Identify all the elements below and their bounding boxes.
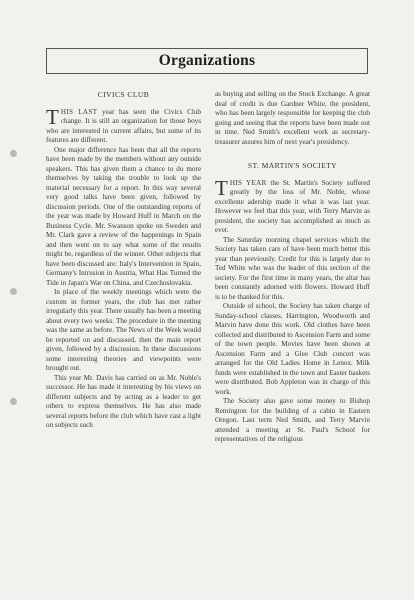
lead-in: HIS LAST xyxy=(60,107,98,116)
drop-cap: T xyxy=(215,175,228,200)
lead-in: HIS YEAR xyxy=(229,178,267,187)
paragraph: One major difference has been that all the reports have been made by the members without any outside speakers. This has given them a chance to do more themselves by taking the trouble to look up the material necessary for a report. In this way several very good talks have been given, followed by discussion periods. One of the outstanding reports of the year was made by Howard Huff in March on the Business Cycle. Mr. Swanson spoke on Sweden and Mr. Clark gave a review of the happenings in Spain and then went on to say what some of the results might be, regardless of the winner. Other subjects that have been discussed are: Italy's Intervention in Spain, Germany's Intrusion in Austria, What Has Turned the Tide in Japan's War on China, and Czechoslovakia. xyxy=(46,145,201,287)
binding-hole xyxy=(10,398,17,405)
binding-hole xyxy=(10,150,17,157)
paragraph: This year Mr. Davis has carried on as Mr. Noble's successor. He has made it interesting by his views on different subjects and by acting as a leader to get others to express themselves. He has also made several reports before the club which have cast a light on subjects such xyxy=(46,373,201,429)
paragraph: as buying and selling on the Stock Exchange. A great deal of credit is due Gardner White, the president, who has been largely responsible for keeping the club going and seeing that the reports have been made out in time. Ned Smith's excellent work as secretary-treasurer assures him of next year's presidency. xyxy=(215,90,370,146)
paragraph: In place of the weekly meetings which were the custom in former years, the club has met rather irregularly this year. There usually has been a meeting about every two weeks. The procedure in the meeting was the same as before. The News of the Week would be reported on and discussed, then the main report given, followed by a discussion. In these discussions some interesting theories and viewpoints were brought out. xyxy=(46,288,201,372)
paragraph: The Saturday morning chapel services which the Society has taken care of have been much better this year than previously. Credit for this is largely due to Ted White who was the leader of this section of the society. For the first time in many years, the altar has been constantly adorned with flowers. Howard Huff is to be thanked for this. xyxy=(215,235,370,301)
right-column xyxy=(215,90,370,445)
drop-cap: T xyxy=(46,104,59,129)
paragraph-text: year has seen the Civics Club change. It is still an organization for those boys who are interested in current affairs, but some of its features are different. xyxy=(46,107,201,144)
binding-hole xyxy=(10,288,17,295)
page-header xyxy=(46,48,368,74)
page-title: Organizations xyxy=(158,52,256,69)
section-title-civics-club: CIVICS CLUB xyxy=(97,90,150,99)
left-column xyxy=(46,90,201,431)
paragraph xyxy=(215,175,370,236)
paragraph: Outside of school, the Society has taken charge of Sunday-school classes. Harrington, Woodworth and Marvin have done this work. Old clothes have been collected and distributed to Ascension Farm and some of the town people. Movies have been shown at Ascension Farm and a Glee Club concert was arranged for the Old Ladies Home in Lenox. Milk funds were established in the town and Easter baskets were distributed. Bob Appleton was in charge of this work. xyxy=(215,302,370,396)
paragraph xyxy=(46,104,201,146)
paragraph: The Society also gave some money to Bishop Remington for the building of a cabin in Eastern Oregon. Last term Ned Smith, and Terry Marvin attended a meeting at St. Paul's School for representatives of the religious xyxy=(215,397,370,443)
paragraph-text: the St. Martin's Society suffered greatly by the loss of Mr. Noble, whose excellente adership made it what it was last year. However we feel that this year, with Terry Marvin as president, the society has accomplished as much as ever. xyxy=(215,178,370,234)
section-title-st-martins-society: ST. MARTIN'S SOCIETY xyxy=(247,161,338,170)
